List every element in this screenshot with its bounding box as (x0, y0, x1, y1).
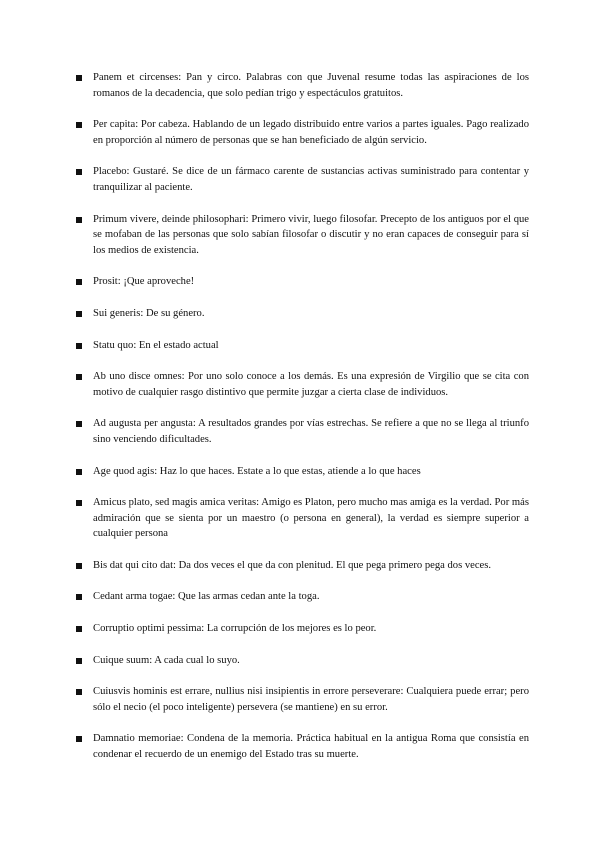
bullet-icon (76, 500, 82, 506)
entry-text: Prosit: ¡Que aproveche! (93, 276, 195, 288)
entry-text: Cuique suum: A cada cual lo suyo. (93, 654, 240, 666)
entry-text: Statu quo: En el estado actual (93, 339, 219, 351)
entry-text: Placebo: Gustaré. Se dice de un fármaco carente de sustancias activas suministrado para contentar y tranquilizar al paciente. (93, 166, 529, 193)
glossary-entry (93, 731, 529, 762)
glossary-entry (93, 416, 529, 447)
glossary-entry (93, 338, 529, 354)
bullet-icon (76, 311, 82, 317)
bullet-icon (76, 626, 82, 632)
bullet-icon (76, 736, 82, 742)
glossary-entry (93, 212, 529, 259)
glossary-entry (93, 369, 529, 400)
glossary-entry (93, 464, 529, 480)
entry-text: Amicus plato, sed magis amica veritas: Amigo es Platon, pero mucho mas amiga es la verdad. Por más admiración que se sienta por un maestro (o persona en general), la verdad es siempre superior a cualquier persona (93, 497, 529, 540)
entry-text: Sui generis: De su género. (93, 307, 205, 319)
glossary-entry (93, 70, 529, 101)
bullet-icon (76, 343, 82, 349)
entry-text: Ad augusta per angusta: A resultados grandes por vías estrechas. Se refiere a que no se llega al triunfo sino venciendo dificultades. (93, 418, 529, 445)
bullet-icon (76, 658, 82, 664)
bullet-icon (76, 374, 82, 380)
glossary-entry (93, 306, 529, 322)
glossary-entry (93, 274, 529, 290)
entry-text: Bis dat qui cito dat: Da dos veces el que da con plenitud. El que pega primero pega dos veces. (93, 559, 492, 571)
glossary-entry (93, 117, 529, 148)
bullet-icon (76, 279, 82, 285)
entry-text: Panem et circenses: Pan y circo. Palabras con que Juvenal resume todas las aspiraciones de los romanos de la decadencia, que solo pedían trigo y espectáculos gratuitos. (93, 72, 529, 99)
entry-text: Cuiusvis hominis est errare, nullius nisi insipientis in errore perseverare: Cualquiera puede errar; pero sólo el necio (el poco inteligente) persevera (se mantiene) en su error. (93, 686, 529, 713)
glossary-entry (93, 684, 529, 715)
bullet-icon (76, 594, 82, 600)
entry-text: Corruptio optimi pessima: La corrupción de los mejores es lo peor. (93, 623, 377, 635)
entry-text: Per capita: Por cabeza. Hablando de un legado distribuido entre varios a partes iguales. Pago realizado en proporción al número de personas que se han beneficiado de algún servicio. (93, 119, 529, 146)
glossary-entry (93, 653, 529, 669)
entry-text: Cedant arma togae: Que las armas cedan ante la toga. (93, 591, 320, 603)
entry-text: Primum vivere, deinde philosophari: Primero vivir, luego filosofar. Precepto de los antiguos por el que se mofaban de las personas que solo sabían filosofar o discutir y no eran capaces de conseguir para sí los medios de existencia. (93, 213, 529, 256)
entry-text: Ab uno disce omnes: Por uno solo conoce a los demás. Es una expresión de Virgilio que se cita con motivo de cualquier rasgo distintivo que permite juzgar a cierta clase de individuos. (93, 371, 529, 398)
glossary-entry (93, 164, 529, 195)
entry-text: Damnatio memoriae: Condena de la memoria. Práctica habitual en la antigua Roma que consistía en condenar el recuerdo de un enemigo del Estado tras su muerte. (93, 733, 529, 761)
bullet-icon (76, 122, 82, 128)
bullet-icon (76, 469, 82, 475)
glossary-list (0, 70, 600, 779)
bullet-icon (76, 689, 82, 695)
glossary-entry (93, 589, 529, 605)
bullet-icon (76, 169, 82, 175)
glossary-entry (93, 621, 529, 637)
bullet-icon (76, 75, 82, 81)
glossary-entry (93, 558, 529, 574)
bullet-icon (76, 217, 82, 223)
bullet-icon (76, 421, 82, 427)
glossary-entry (93, 495, 529, 542)
entry-text: Age quod agis: Haz lo que haces. Estate a lo que estas, atiende a lo que haces (93, 465, 421, 477)
bullet-icon (76, 563, 82, 569)
